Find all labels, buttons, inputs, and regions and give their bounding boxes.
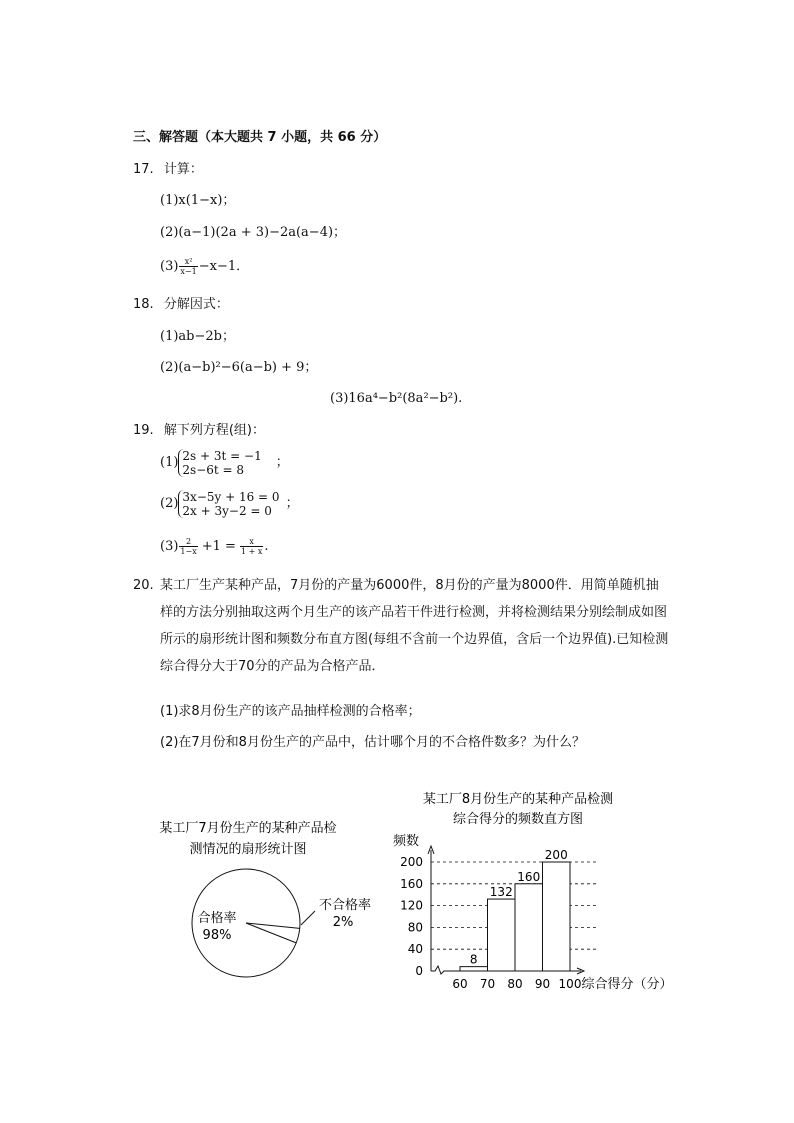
- y-tick-label: 120: [400, 898, 423, 913]
- x-tick-label: 60: [452, 977, 468, 991]
- y-tick-label: 80: [407, 920, 423, 935]
- x-tick-label: 100: [558, 977, 582, 991]
- equation: 2x + 3y−2 = 0: [182, 504, 272, 518]
- pie-title-line1: 某工厂7月份生产的某种产品检: [159, 821, 337, 836]
- q19-part1: [160, 449, 289, 479]
- equation-system: [178, 490, 279, 518]
- q20-sub2: (2)在7月份和8月份生产的产品中，估计哪个月的不合格件数多？为什么？: [160, 735, 585, 750]
- question-prompt: 解下列方程(组)：: [163, 423, 265, 438]
- bar-value-label: 160: [517, 869, 541, 884]
- bar-value-label: 132: [489, 885, 513, 900]
- bar-value-label: 8: [469, 952, 478, 967]
- q19-part2: [160, 490, 299, 520]
- part-suffix: .: [264, 539, 269, 554]
- q19-part3: [160, 537, 268, 561]
- x-tick-label: 80: [507, 977, 523, 991]
- pie-leader-line: [301, 911, 315, 925]
- numerator: x: [240, 537, 263, 547]
- question-number: 19.: [133, 423, 154, 438]
- q17-header: [133, 162, 203, 178]
- histogram-bar: [515, 884, 543, 971]
- fraction: [240, 537, 263, 556]
- pie-chart: [135, 815, 395, 995]
- x-tick-label: 70: [479, 977, 496, 991]
- q18-header: [133, 297, 229, 313]
- denominator: x−1: [180, 267, 197, 276]
- q20-sub1: (1)求8月份生产的该产品抽样检测的合格率；: [160, 704, 421, 719]
- section-title: 三、解答题（本大题共 7 小题，共 66 分）: [133, 130, 387, 145]
- q17-part3: [160, 257, 249, 281]
- equation-middle: +1 =: [201, 539, 236, 554]
- question-prompt: 计算：: [163, 162, 203, 177]
- y-tick-label: 0: [415, 964, 423, 978]
- pie-pass-label: 合格率: [197, 911, 237, 926]
- y-axis-label: 频数: [392, 834, 420, 849]
- numerator: x²: [179, 257, 197, 267]
- q20-text: 某工厂生产某种产品，7月份的产量为6000件，8月份的产量为8000件．用简单随机抽样的方法分别抽取这两个月生产的该产品若干件进行检测，并将检测结果分别绘制成如图所示的扇形统计图和频数分布直方图(每组不含前一个边界值，含后一个边界值).已知检测综合得分大于70分的产品为合格产品．: [160, 578, 669, 674]
- q19-header: [133, 423, 265, 439]
- q18-part2: (2)(a−b)²−6(a−b) + 9；: [160, 360, 318, 375]
- part-suffix: −x−1．: [198, 259, 250, 274]
- q18-part1: (1)ab−2b；: [160, 329, 235, 344]
- histogram-bar: [543, 862, 571, 971]
- pie-title-line2: 测情况的扇形统计图: [189, 842, 307, 857]
- fraction: [179, 537, 197, 556]
- fraction: [179, 257, 197, 276]
- equation: 2s + 3t = −1: [182, 449, 262, 463]
- question-number: 18.: [133, 297, 154, 312]
- y-tick-label: 200: [400, 855, 423, 869]
- part-prefix: (2): [160, 496, 179, 511]
- x-axis-label: 综合得分（分）: [581, 977, 673, 992]
- equation: 3x−5y + 16 = 0: [182, 490, 280, 504]
- y-tick-label: 40: [407, 942, 423, 957]
- part-prefix: (1): [160, 455, 179, 470]
- part-suffix: ；: [275, 455, 289, 470]
- chart-title-line2: 综合得分的频数直方图: [452, 812, 584, 827]
- pie-pass-pct: 98%: [202, 928, 232, 943]
- equation: 2s−6t = 8: [182, 463, 245, 477]
- denominator: 1 + x: [240, 547, 263, 556]
- pie-fail-label: 不合格率: [318, 898, 372, 913]
- chart-title-line1: 某工厂8月份生产的某种产品检测: [422, 792, 614, 807]
- y-tick-label: 160: [400, 876, 423, 891]
- bar-value-label: 200: [544, 848, 568, 862]
- question-prompt: 分解因式：: [163, 297, 229, 312]
- denominator: 1−x: [180, 547, 197, 556]
- question-number: 17.: [133, 162, 154, 177]
- histogram-bar: [460, 967, 488, 971]
- numerator: 2: [179, 537, 197, 547]
- equation-system: [178, 449, 261, 477]
- histogram-bar: [488, 899, 516, 971]
- pie-fail-pct: 2%: [332, 915, 354, 930]
- q18-part3: (3)16a⁴−b²(8a²−b²).: [330, 391, 463, 406]
- part-prefix: (3): [160, 259, 179, 274]
- q17-part2: (2)(a−1)(2a + 3)−2a(a−4)；: [160, 225, 347, 240]
- question-number: 20.: [133, 578, 154, 593]
- histogram-chart: [385, 788, 695, 998]
- x-tick-label: 90: [534, 977, 551, 991]
- part-prefix: (3): [160, 539, 179, 554]
- part-suffix: ；: [285, 496, 299, 511]
- q17-part1: (1)x(1−x)；: [160, 193, 236, 208]
